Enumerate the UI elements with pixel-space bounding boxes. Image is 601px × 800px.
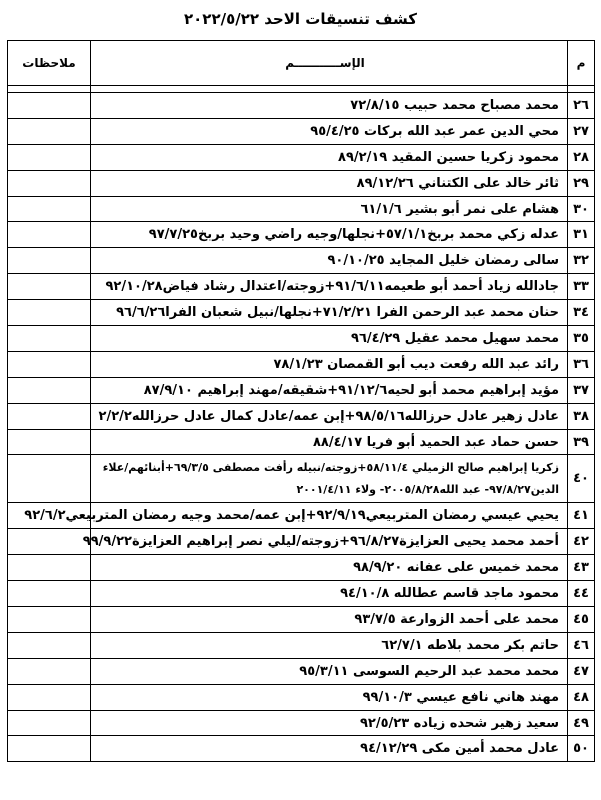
row-number: ٣٩ [568,429,595,455]
row-name: أحمد محمد يحيى العزايزة٩٦/٨/٢٧+زوجته/ليلي نصر إبراهيم العزايزة٩٩/٩/٢٢ [91,529,568,555]
table-row [8,607,595,633]
table-row [8,429,595,455]
row-name: حاتم بكر محمد بلاطه ٦٢/٧/١ [91,632,568,658]
table-row [8,326,595,352]
row-notes [8,248,91,274]
table-row [8,248,595,274]
row-notes [8,429,91,455]
row-name: محمد محمد عبد الرحيم السوسى ٩٥/٣/١١ [91,658,568,684]
row-notes [8,118,91,144]
row-notes [8,170,91,196]
row-notes [8,144,91,170]
table-row [8,736,595,762]
roster-table [7,40,595,762]
row-name: رائد عبد الله رفعت ديب أبو القمصان ٧٨/١/٢٣ [91,351,568,377]
row-number: ٢٦ [568,93,595,119]
row-number: ٢٧ [568,118,595,144]
table-row [8,581,595,607]
row-number: ٤٢ [568,529,595,555]
row-notes [8,710,91,736]
table-row [8,377,595,403]
row-notes [8,529,91,555]
spacer-row [8,86,595,93]
table-row [8,684,595,710]
row-number: ٤٧ [568,658,595,684]
row-notes [8,403,91,429]
table-row [8,170,595,196]
row-name: جادالله زياد أحمد أبو طعيمه٩١/٦/١١+زوجته/اعتدال رشاد فياض٩٢/١٠/٢٨ [91,274,568,300]
row-notes [8,377,91,403]
table-row [8,503,595,529]
row-number: ٣٥ [568,326,595,352]
row-notes [8,196,91,222]
row-number: ٤٩ [568,710,595,736]
row-number: ٢٩ [568,170,595,196]
row-notes [8,607,91,633]
row-number: ٣٧ [568,377,595,403]
row-number: ٣٣ [568,274,595,300]
row-name: حنان محمد عبد الرحمن الفرا ٧١/٢/٢١+نجلها/نبيل شعبان الفرا٩٦/٦/٢٦ [91,300,568,326]
row-notes [8,93,91,119]
row-name: عادل زهير عادل حرزالله٩٨/٥/١٦+إبن عمه/عادل كمال عادل حرزالله٢/٢/٢ [91,403,568,429]
row-name: محمود زكريا حسين المقيد ٨٩/٢/١٩ [91,144,568,170]
row-number: ٤٥ [568,607,595,633]
row-number: ٤٨ [568,684,595,710]
row-notes [8,274,91,300]
row-notes [8,736,91,762]
row-notes [8,684,91,710]
header-notes: ملاحظات [8,41,91,86]
table-row [8,455,595,503]
row-name: يحيي عيسي رمضان المتربيعي٩٢/٩/١٩+إبن عمه/محمد وجيه رمضان المتربيعي٩٢/٦/٢ [91,503,568,529]
table-row [8,658,595,684]
row-number: ٤٤ [568,581,595,607]
table-row [8,529,595,555]
spacer-cell [91,86,568,93]
table-row [8,222,595,248]
row-name: محمد مصباح محمد حبيب ٧٢/٨/١٥ [91,93,568,119]
row-name: سعيد زهير شحده زياده ٩٢/٥/٢٣ [91,710,568,736]
table-row [8,710,595,736]
row-notes [8,632,91,658]
row-name: ثائر خالد على الكتناني ٨٩/١٢/٢٦ [91,170,568,196]
row-name: محمد خميس على عفانه ٩٨/٩/٢٠ [91,555,568,581]
header-number: م [568,41,595,86]
row-name: حسن حماد عبد الحميد أبو فريا ٨٨/٤/١٧ [91,429,568,455]
row-notes [8,455,91,503]
spacer-cell [568,86,595,93]
table-row [8,555,595,581]
row-notes [8,658,91,684]
row-name: محمد على أحمد الزوارعة ٩٣/٧/٥ [91,607,568,633]
row-name: مؤيد إبراهيم محمد أبو لحيه٩١/١٢/٦+شقيقه/مهند إبراهيم ٨٧/٩/١٠ [91,377,568,403]
row-number: ٣١ [568,222,595,248]
table-row [8,403,595,429]
row-name: هشام على نمر أبو بشير ٦١/١/٦ [91,196,568,222]
row-notes [8,300,91,326]
row-number: ٣٠ [568,196,595,222]
row-name: زكريا إبراهيم صالح الزميلي ٥٨/١١/٤+زوجته/نبيله رأفت مصطفى ٦٩/٣/٥+أبنائهم/علاء الدين٩٧/٨/٢٧- عبد الله٢٠٠٥/٨/٢٨- ولاء ٢٠٠١/٤/١١ [91,455,568,503]
row-name: محي الدين عمر عبد الله بركات ٩٥/٤/٢٥ [91,118,568,144]
table-row [8,196,595,222]
table-row [8,93,595,119]
row-name: عادل محمد أمين مكى ٩٤/١٢/٢٩ [91,736,568,762]
row-number: ٥٠ [568,736,595,762]
row-notes [8,351,91,377]
table-body [8,86,595,762]
row-name: مهند هاني نافع عيسي ٩٩/١٠/٣ [91,684,568,710]
row-number: ٤٣ [568,555,595,581]
table-row [8,118,595,144]
spacer-cell [8,86,91,93]
table-row [8,632,595,658]
table-row [8,274,595,300]
table-header-row [8,41,595,86]
row-notes [8,326,91,352]
row-notes [8,581,91,607]
page-title: كشف تنسيقات الاحد ٢٠٢٢/٥/٢٢ [184,10,417,28]
row-number: ٤٦ [568,632,595,658]
row-number: ٢٨ [568,144,595,170]
row-name: سالى رمضان خليل المجايد ٩٠/١٠/٢٥ [91,248,568,274]
row-number: ٣٤ [568,300,595,326]
row-number: ٣٨ [568,403,595,429]
row-name: عدله زكي محمد بربخ٥٧/١/١+نجلها/وجيه راضي وحيد بربخ٩٧/٧/٢٥ [91,222,568,248]
row-name: محمود ماجد قاسم عطالله ٩٤/١٠/٨ [91,581,568,607]
row-number: ٣٢ [568,248,595,274]
row-name: محمد سهيل محمد عقيل ٩٦/٤/٢٩ [91,326,568,352]
row-notes [8,222,91,248]
table-row [8,300,595,326]
table-row [8,144,595,170]
row-number: ٤١ [568,503,595,529]
row-notes [8,555,91,581]
row-number: ٤٠ [568,455,595,503]
header-name: الإســـــــــــم [91,41,568,86]
table-row [8,351,595,377]
row-number: ٣٦ [568,351,595,377]
